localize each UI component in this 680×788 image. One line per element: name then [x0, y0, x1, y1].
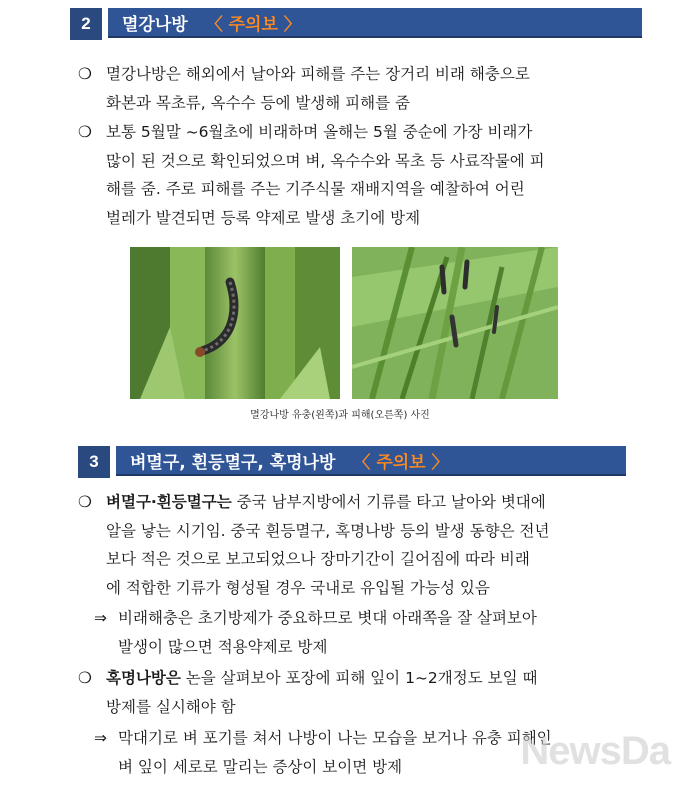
- photo-caption: 멸강나방 유충(왼쪽)과 피해(오른쪽) 사진: [250, 410, 430, 421]
- item-body: 논을 살펴보아 포장에 피해 잎이 1~2개정도 보일 때 방제를 실시해야 함: [106, 669, 538, 716]
- section-title: 벼멸구, 흰등멸구, 혹명나방: [130, 452, 336, 473]
- section-3-header: [78, 446, 626, 478]
- item-text: [106, 664, 638, 721]
- section-2-item-2: [78, 118, 638, 232]
- item-text: 멸강나방은 해외에서 날아와 피해를 주는 장거리 비래 해충으로 화본과 목초류, 옥수수 등에 발생해 피해를 줌: [106, 65, 530, 112]
- item-subject: 벼멸구·흰등멸구는: [106, 493, 232, 511]
- warning-label: 〈 주의보 〉: [205, 14, 301, 35]
- item-subject: 혹명나방은: [106, 669, 181, 687]
- section-2-header: [70, 8, 642, 40]
- section-number: 3: [78, 446, 110, 478]
- section-title-bar: [116, 446, 626, 476]
- bullet-icon: ❍: [78, 669, 92, 687]
- bullet-icon: ❍: [78, 123, 92, 141]
- warning-label: 〈 주의보 〉: [353, 452, 449, 473]
- section-3-sub-1: [94, 604, 634, 661]
- arrow-icon: ⇒: [94, 609, 107, 627]
- watermark-logo: NewsDa: [520, 729, 670, 773]
- arrow-icon: ⇒: [94, 729, 107, 747]
- bullet-icon: ❍: [78, 493, 92, 511]
- section-title: 멸강나방: [122, 14, 188, 35]
- sub-text: 막대기로 벼 포기를 쳐서 나방이 나는 모습을 보거나 유충 피해인 벼 잎이 세로로 말리는 증상이 보이면 방제: [118, 729, 552, 776]
- item-text: [106, 488, 638, 602]
- section-title-bar: [108, 8, 642, 38]
- sub-text: 비래해충은 초기방제가 중요하므로 볏대 아래쪽을 잘 살펴보아 발생이 많으면 적용약제로 방제: [118, 609, 537, 656]
- larva-photo: [130, 247, 340, 399]
- item-body: 중국 남부지방에서 기류를 타고 날아와 볏대에 알을 낳는 시기임. 중국 흰등멸구, 혹명나방 등의 발생 동향은 전년 보다 적은 것으로 보고되었으나 장마기간이 길어짐에 따라 비래 에 적합한 기류가 형성될 경우 국내로 유입될 가능성 있음: [106, 493, 550, 597]
- section-2-item-1: [78, 60, 638, 117]
- bullet-icon: ❍: [78, 65, 92, 83]
- section-number: 2: [70, 8, 102, 40]
- section-3-item-1: [78, 488, 638, 602]
- section-3-item-2: [78, 664, 638, 721]
- item-text: 보통 5월말 ~6월초에 비래하며 올해는 5월 중순에 가장 비래가 많이 된 것으로 확인되었으며 벼, 옥수수와 목초 등 사료작물에 피 해를 줌. 주로 피해를 주는 기주식물 재배지역을 예찰하여 어린 벌레가 발견되면 등록 약제로 발생 초기에 방제: [106, 123, 545, 227]
- damage-photo: [352, 247, 558, 399]
